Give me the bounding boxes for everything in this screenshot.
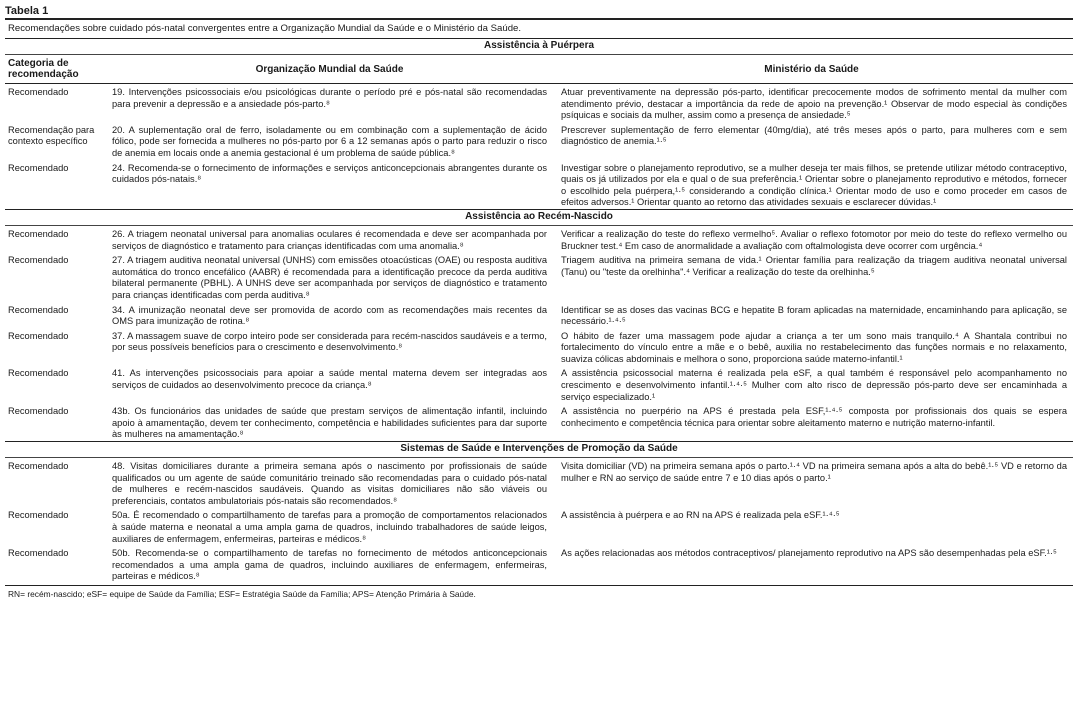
table-row: [5, 84, 1073, 122]
table-row: [5, 302, 1073, 328]
table-row: [5, 225, 1073, 252]
section-title: Sistemas de Saúde e Intervenções de Promoção da Saúde: [5, 442, 1073, 458]
cell-oms: 43b. Os funcionários das unidades de saúde que prestam serviços de alimentação infantil, incluindo apoio à amamentação, devem ter conhecimento, competência e habilidades suficientes para dar suporte às mulheres na amamentação.⁸: [112, 406, 547, 440]
cell-oms: 48. Visitas domiciliares durante a primeira semana após o nascimento por profissionais de saúde qualificados ou um agente de saúde comunitário treinado são recomendadas para o cuidado pós-natal de mulheres e recém-nascidos saudáveis. Quando as visitas domiciliares não são viáveis ou preferenciais, contatos ambulatoriais pós-natais são recomendados.⁸: [112, 461, 547, 506]
cell-ms: Atuar preventivamente na depressão pós-parto, identificar precocemente modos de sofrimento mental da mulher com atendimento prévio, destacar a importância da rede de apoio na prevenção.¹ Observar de modo especial às condições psíquicas e sociais da mulher, assim como a presença de ansiedade.⁵: [561, 87, 1067, 121]
cell-oms: 50b. Recomenda-se o compartilhamento de tarefas no fornecimento de métodos anticoncepcionais recomendados a uma ampla gama de quadros, incluindo auxiliares de enfermagem, enfermeiras, parteiras e médicos.⁸: [112, 548, 547, 582]
cell-oms: 34. A imunização neonatal deve ser promovida de acordo com as recomendações mais recentes da OMS para imunização de rotina.⁸: [112, 304, 547, 327]
cell-categoria: Recomendação para contexto específico: [8, 124, 95, 147]
cell-categoria: Recomendado: [8, 87, 69, 97]
table-row: [5, 545, 1073, 583]
cell-oms: 24. Recomenda-se o fornecimento de informações e serviços anticoncepcionais abrangentes durante os cuidados pós-natais.⁸: [112, 162, 547, 185]
table-row: [5, 507, 1073, 545]
cell-oms: 26. A triagem neonatal universal para anomalias oculares é recomendada e deve ser acompanhada por serviços de diagnóstico e tratamento para crianças identificadas com uma anomalia.⁸: [112, 228, 547, 251]
cell-categoria: Recomendado: [8, 255, 69, 266]
section-title: Assistência à Puérpera: [5, 39, 1073, 55]
cell-oms: 41. As intervenções psicossociais para apoiar a saúde mental materna devem ser integradas aos serviços de cuidados ao desenvolvimento precoce da criança.⁸: [112, 368, 547, 391]
table-caption: Recomendações sobre cuidado pós-natal convergentes entre a Organização Mundial da Saúde e o Ministério da Saúde.: [5, 20, 1073, 39]
table-row: [5, 328, 1073, 366]
column-header-categoria: Categoria de recomendação: [5, 55, 109, 84]
cell-categoria: Recomendado: [8, 162, 69, 173]
cell-oms: 20. A suplementação oral de ferro, isoladamente ou em combinação com a suplementação de ácido fólico, pode ser fornecida a mulheres no pós-parto por 6 a 12 semanas após o parto para reduzir o risco de anemia em locais onde a anemia gestacional é um problema de saúde pública.⁸: [112, 124, 547, 158]
table-row: [5, 122, 1073, 160]
table-row: [5, 252, 1073, 301]
section-header-row: [5, 209, 1073, 225]
section-header-row: [5, 442, 1073, 458]
cell-categoria: Recomendado: [8, 510, 69, 521]
table-row: [5, 365, 1073, 403]
cell-categoria: Recomendado: [8, 406, 69, 417]
cell-ms: Triagem auditiva na primeira semana de vida.¹ Orientar família para realização da triagem auditiva neonatal universal (Tanu) ou "teste da orelhinha".⁴ Verificar a realização do teste da orelhinha.⁵: [561, 255, 1067, 277]
table-row: [5, 458, 1073, 508]
footnote: RN= recém-nascido; eSF= equipe de Saúde da Família; ESF= Estratégia Saúde da Família; APS= Atenção Primária à Saúde.: [8, 588, 476, 599]
table-label: Tabela 1: [5, 5, 49, 17]
cell-categoria: Recomendado: [8, 461, 69, 472]
section-title: Assistência ao Recém-Nascido: [5, 209, 1073, 225]
cell-ms: A assistência à puérpera e ao RN na APS é realizada pela eSF.¹·⁴·⁵: [561, 510, 840, 521]
cell-oms: 37. A massagem suave de corpo inteiro pode ser considerada para recém-nascidos saudáveis e a termo, por seus possíveis benefícios para o crescimento e desenvolvimento.⁸: [112, 330, 547, 353]
cell-oms: 50a. É recomendado o compartilhamento de tarefas para a promoção de comportamentos relacionados à saúde materna e neonatal a uma ampla gama de quadros, incluindo trabalhadores de saúde leigos, auxiliares de enfermagem, enfermeiras, parteiras e médicos.⁸: [112, 510, 547, 544]
table-row: [5, 403, 1073, 441]
section-header-row: [5, 39, 1073, 55]
cell-ms: A assistência no puerpério na APS é prestada pela ESF,¹·⁴·⁵ composta por profissionais dos quais se espera conhecimento e competência técnica para orientar sobre aleitamento materno e nutrição materno-infantil.: [561, 406, 1067, 428]
cell-ms: A assistência psicossocial materna é realizada pela eSF, a qual também é responsável pelo acompanhamento no crescimento e desenvolvimento infantil.¹·⁴·⁵ Mulher com alto risco de depressão pós-parto deve ser encaminhada a serviço especializado.¹: [561, 368, 1067, 402]
recommendations-table: [5, 39, 1073, 583]
cell-oms: 27. A triagem auditiva neonatal universal (UNHS) com emissões otoacústicas (OAE) ou resposta auditiva automática do tronco encefálico (AABR) é recomendada para a identificação precoce da perda auditiva bilateral permanente (PBHL). A UNHS deve ser acompanhada por serviços de diagnóstico e tratamento para crianças identificadas com perda auditiva.⁸: [112, 255, 547, 300]
cell-ms: O hábito de fazer uma massagem pode ajudar a criança a ter um sono mais tranquilo.⁴ A Shantala contribui no fortalecimento do vínculo entre a mãe e o bebê, auxilia no restabelecimento das funções normais e no relaxamento, suaviza cólicas abdominais e melhora o sono, proporciona saúde materno-infantil.¹: [561, 330, 1067, 364]
cell-categoria: Recomendado: [8, 368, 69, 379]
cell-categoria: Recomendado: [8, 548, 69, 559]
cell-ms: Verificar a realização do teste do reflexo vermelho⁵. Avaliar o reflexo fotomotor por meio do teste do reflexo vermelho ou Bruckner test.⁴ Em caso de anormalidade a avaliação com oftalmologista deve ocorrer com urgência.⁴: [561, 228, 1067, 251]
cell-ms: Identificar se as doses das vacinas BCG e hepatite B foram aplicadas na maternidade, encaminhando para aplicação, se necessário.¹·⁴·⁵: [561, 304, 1067, 327]
bottom-rule: [5, 585, 1073, 586]
cell-ms: Investigar sobre o planejamento reprodutivo, se a mulher deseja ter mais filhos, se pretende utilizar método contraceptivo, quais os já utilizados por ela e qual o de sua preferência.¹ Orientar sobre o planejamento reprodutivo e métodos, fornecer o escolhido pela puérpera,¹·⁵ considerando a condição clínica.¹ Orientar modo de uso e como proceder em casos de efeitos adversos.¹ Orientar quanto ao retorno das atividades sexuais e esclarecer dúvidas.¹: [561, 162, 1067, 208]
column-header-ms: Ministério da Saúde: [553, 55, 1073, 84]
cell-ms: Visita domiciliar (VD) na primeira semana após o parto.¹·⁴ VD na primeira semana após a alta do bebê.¹·⁵ VD e retorno da mulher e RN ao serviço de saúde entre 7 e 10 dias após o parto.¹: [561, 461, 1067, 483]
table-row: [5, 160, 1073, 210]
cell-ms: As ações relacionadas aos métodos contraceptivos/ planejamento reprodutivo na APS são desempenhadas pela eSF.¹·⁵: [561, 548, 1057, 559]
cell-categoria: Recomendado: [8, 228, 69, 239]
column-header-row: [5, 55, 1073, 84]
cell-categoria: Recomendado: [8, 304, 69, 315]
cell-oms: 19. Intervenções psicossociais e/ou psicológicas durante o período pré e pós-natal são recomendadas para prevenir a depressão e a ansiedade pós-parto.⁸: [112, 87, 547, 109]
column-header-oms: Organização Mundial da Saúde: [109, 55, 553, 84]
cell-ms: Prescrever suplementação de ferro elementar (40mg/dia), até três meses após o parto, para mulheres com e sem diagnóstico de anemia.¹·⁵: [561, 124, 1067, 147]
cell-categoria: Recomendado: [8, 330, 69, 341]
